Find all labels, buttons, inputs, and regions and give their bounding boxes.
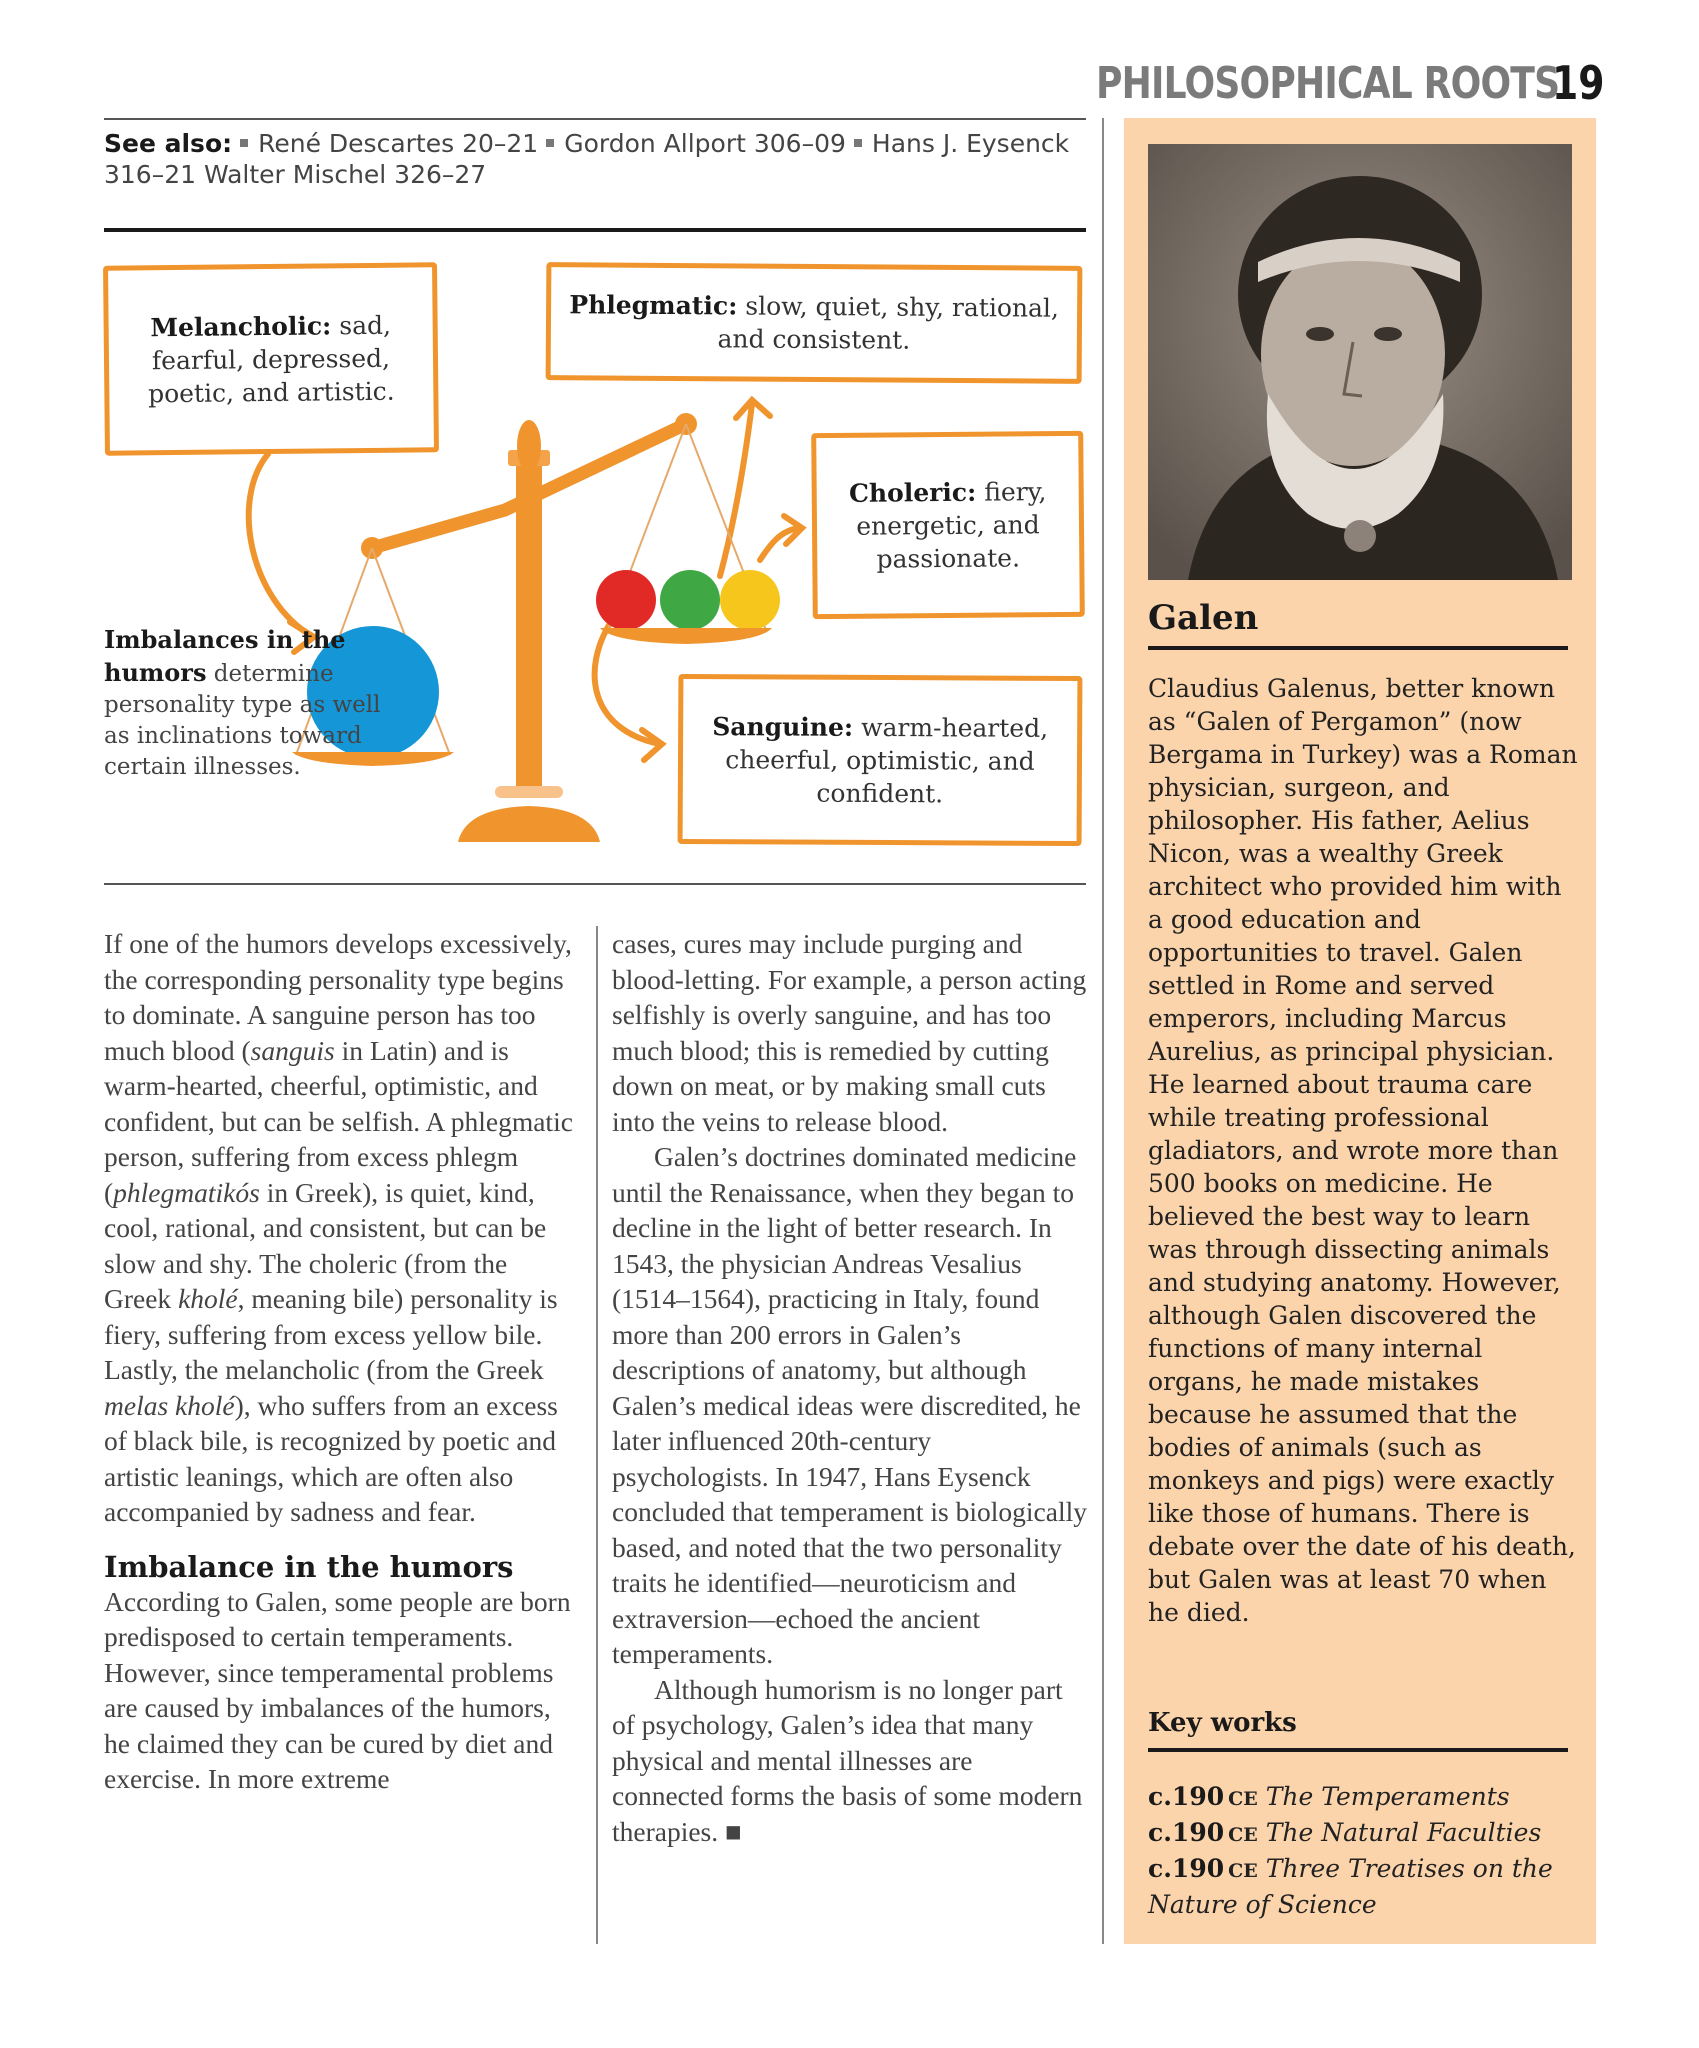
key-work-title: The Temperaments <box>1265 1782 1510 1811</box>
paragraph: Although humorism is no longer part of psychology, Galen’s idea that many physical and mental illnesses are connected forms the basis of some modern therapies. ■ <box>612 1673 1083 1847</box>
melancholic-term: Melancholic: <box>150 310 332 342</box>
paragraph: Galen’s doctrines dominated medicine until the Renaissance, when they began to decline in the light of better research. In 1543, the physician Andreas Vesalius (1514–1564), practicing in Italy, found more than 200 errors in Galen’s descriptions of anatomy, but although Galen’s medical ideas were discredited, he later influenced 20th-century psychologists. In 1947, Hans Eysenck concluded that temperament is biologically based, and noted that the two personality traits he identified—neuroticism and extraversion—echoed the ancient temperaments. <box>612 1141 1087 1669</box>
melancholic-box <box>103 262 439 455</box>
key-work-year: c.190 <box>1148 1854 1225 1883</box>
text-run: in Greek), is quiet, kind, cool, rational, and consistent, but can be slow and shy. The choleric (from the Greek <box>104 1176 547 1314</box>
sanguine-desc: warm-hearted, cheerful, optimistic, and confident. <box>725 712 1049 808</box>
see-also-ref: René Descartes 20–21 <box>258 129 539 158</box>
see-also-ref: Gordon Allport 306–09 <box>564 129 846 158</box>
phlegmatic-box <box>546 262 1083 384</box>
sanguine-box <box>678 674 1083 846</box>
text-run: If one of the humors develops excessively, the corresponding personality type begins to dominate. A sanguine person has too much blood ( <box>104 928 572 1066</box>
italic-term: phlegmatikós <box>113 1176 260 1208</box>
melancholic-desc: sad, fearful, depressed, poetic, and artistic. <box>147 310 395 408</box>
key-work-title: The Natural Faculties <box>1265 1818 1542 1847</box>
scale-base <box>458 806 600 842</box>
paragraph <box>104 926 578 1530</box>
column-divider <box>596 926 598 1944</box>
right-scale-pan <box>600 628 772 644</box>
key-work-item <box>1148 1816 1588 1852</box>
sanguine-term: Sanguine: <box>712 711 854 742</box>
key-work-era: CE <box>1228 1860 1258 1882</box>
body-column-2 <box>612 926 1090 1849</box>
caption-text: determine personality type as well as inclinations toward certain illnesses. <box>104 661 381 780</box>
yellow-humor-ball <box>720 570 780 630</box>
choleric-term: Choleric: <box>848 477 977 508</box>
sidebar-divider <box>1102 118 1104 1944</box>
paragraph: According to Galen, some people are born predisposed to certain temperaments. However, since temperamental problems are caused by imbalances of the humors, he claimed they can be cured by diet and exercise. In more extreme <box>104 1585 571 1794</box>
scale-finial <box>517 420 541 472</box>
key-work-item <box>1148 1852 1588 1922</box>
phlegmatic-desc: slow, quiet, shy, rational, and consistent. <box>717 291 1059 355</box>
arrow-melancholic <box>249 454 312 636</box>
section-title: PHILOSOPHICAL ROOTS <box>1096 58 1560 109</box>
italic-term: sanguis <box>250 1034 335 1066</box>
key-work-era: CE <box>1228 1824 1258 1846</box>
choleric-desc: fiery, energetic, and passionate. <box>856 476 1047 574</box>
text-run: in Latin) and is warm-hearted, cheerful, optimistic, and confident, but can be selfish. A phlegmatic person, suffering from excess phlegm ( <box>104 1034 573 1208</box>
biography-text: Claudius Galenus, better known as “Galen of Pergamon” (now Bergama in Turkey) was a Roman physician, surgeon, and philosopher. His father, Aelius Nicon, was a wealthy Greek architect who provided him with a good education and opportunities to travel. Galen settled in Rome and served emperors, including Marcus Aurelius, as principal physician. He learned about trauma care while treating professional gladiators, and wrote more than 500 books on medicine. He believed the best way to learn was through dissecting animals and studying anatomy. However, although Galen discovered the functions of many internal organs, he made mistakes because he assumed that the bodies of animals (such as monkeys and pigs) were exactly like those of humans. There is debate over the date of his death, but Galen was at least 70 when he died. <box>1148 674 1578 1627</box>
subheading: Imbalance in the humors <box>104 1549 514 1584</box>
key-works-rule <box>1148 1748 1568 1752</box>
key-work-year: c.190 <box>1148 1782 1225 1811</box>
green-humor-ball <box>660 570 720 630</box>
body-column-1 <box>104 926 578 1797</box>
text-run: ), who suffers from an excess of black bile, is recognized by poetic and artistic leanings, which are often also accompanied by sadness and fear. <box>104 1389 558 1527</box>
see-also-ref: Walter Mischel 326–27 <box>203 160 487 189</box>
phlegmatic-term: Phlegmatic: <box>569 290 738 321</box>
caption-bold: Imbalances in the humors <box>104 625 346 687</box>
see-also-label: See also: <box>104 129 233 158</box>
page-number: 19 <box>1552 56 1605 110</box>
key-work-title: Three Treatises on the Nature of Science <box>1148 1854 1553 1919</box>
portrait-engraving <box>1148 144 1572 580</box>
sidebar-title-rule <box>1148 646 1568 650</box>
see-also-ref: Hans J. Eysenck <box>871 129 1070 158</box>
scale-base-ring <box>495 786 563 798</box>
red-humor-ball <box>596 570 656 630</box>
scale-pivot <box>518 493 540 515</box>
key-work-year: c.190 <box>1148 1818 1225 1847</box>
paragraph: cases, cures may include purging and blood-letting. For example, a person acting selfishly is overly sanguine, and has too much blood; this is remedied by cutting down on meat, or by making small cuts into the veins to release blood. <box>612 928 1087 1137</box>
key-works-list <box>1148 1780 1588 1922</box>
see-also-ref-pages: 316–21 <box>104 160 197 189</box>
diagram-caption <box>104 624 394 783</box>
sidebar-title: Galen <box>1148 598 1259 638</box>
italic-term: kholé <box>178 1283 238 1314</box>
diagram-bottom-rule <box>104 883 1086 885</box>
italic-term: melas kholé <box>104 1389 235 1421</box>
key-work-era: CE <box>1228 1788 1258 1810</box>
key-works-title: Key works <box>1148 1708 1297 1738</box>
choleric-box <box>811 431 1085 619</box>
key-work-item <box>1148 1780 1588 1816</box>
text-run: , meaning bile) personality is fiery, suffering from excess yellow bile. Lastly, the melancholic (from the Greek <box>104 1283 558 1385</box>
galen-portrait <box>1148 144 1572 580</box>
